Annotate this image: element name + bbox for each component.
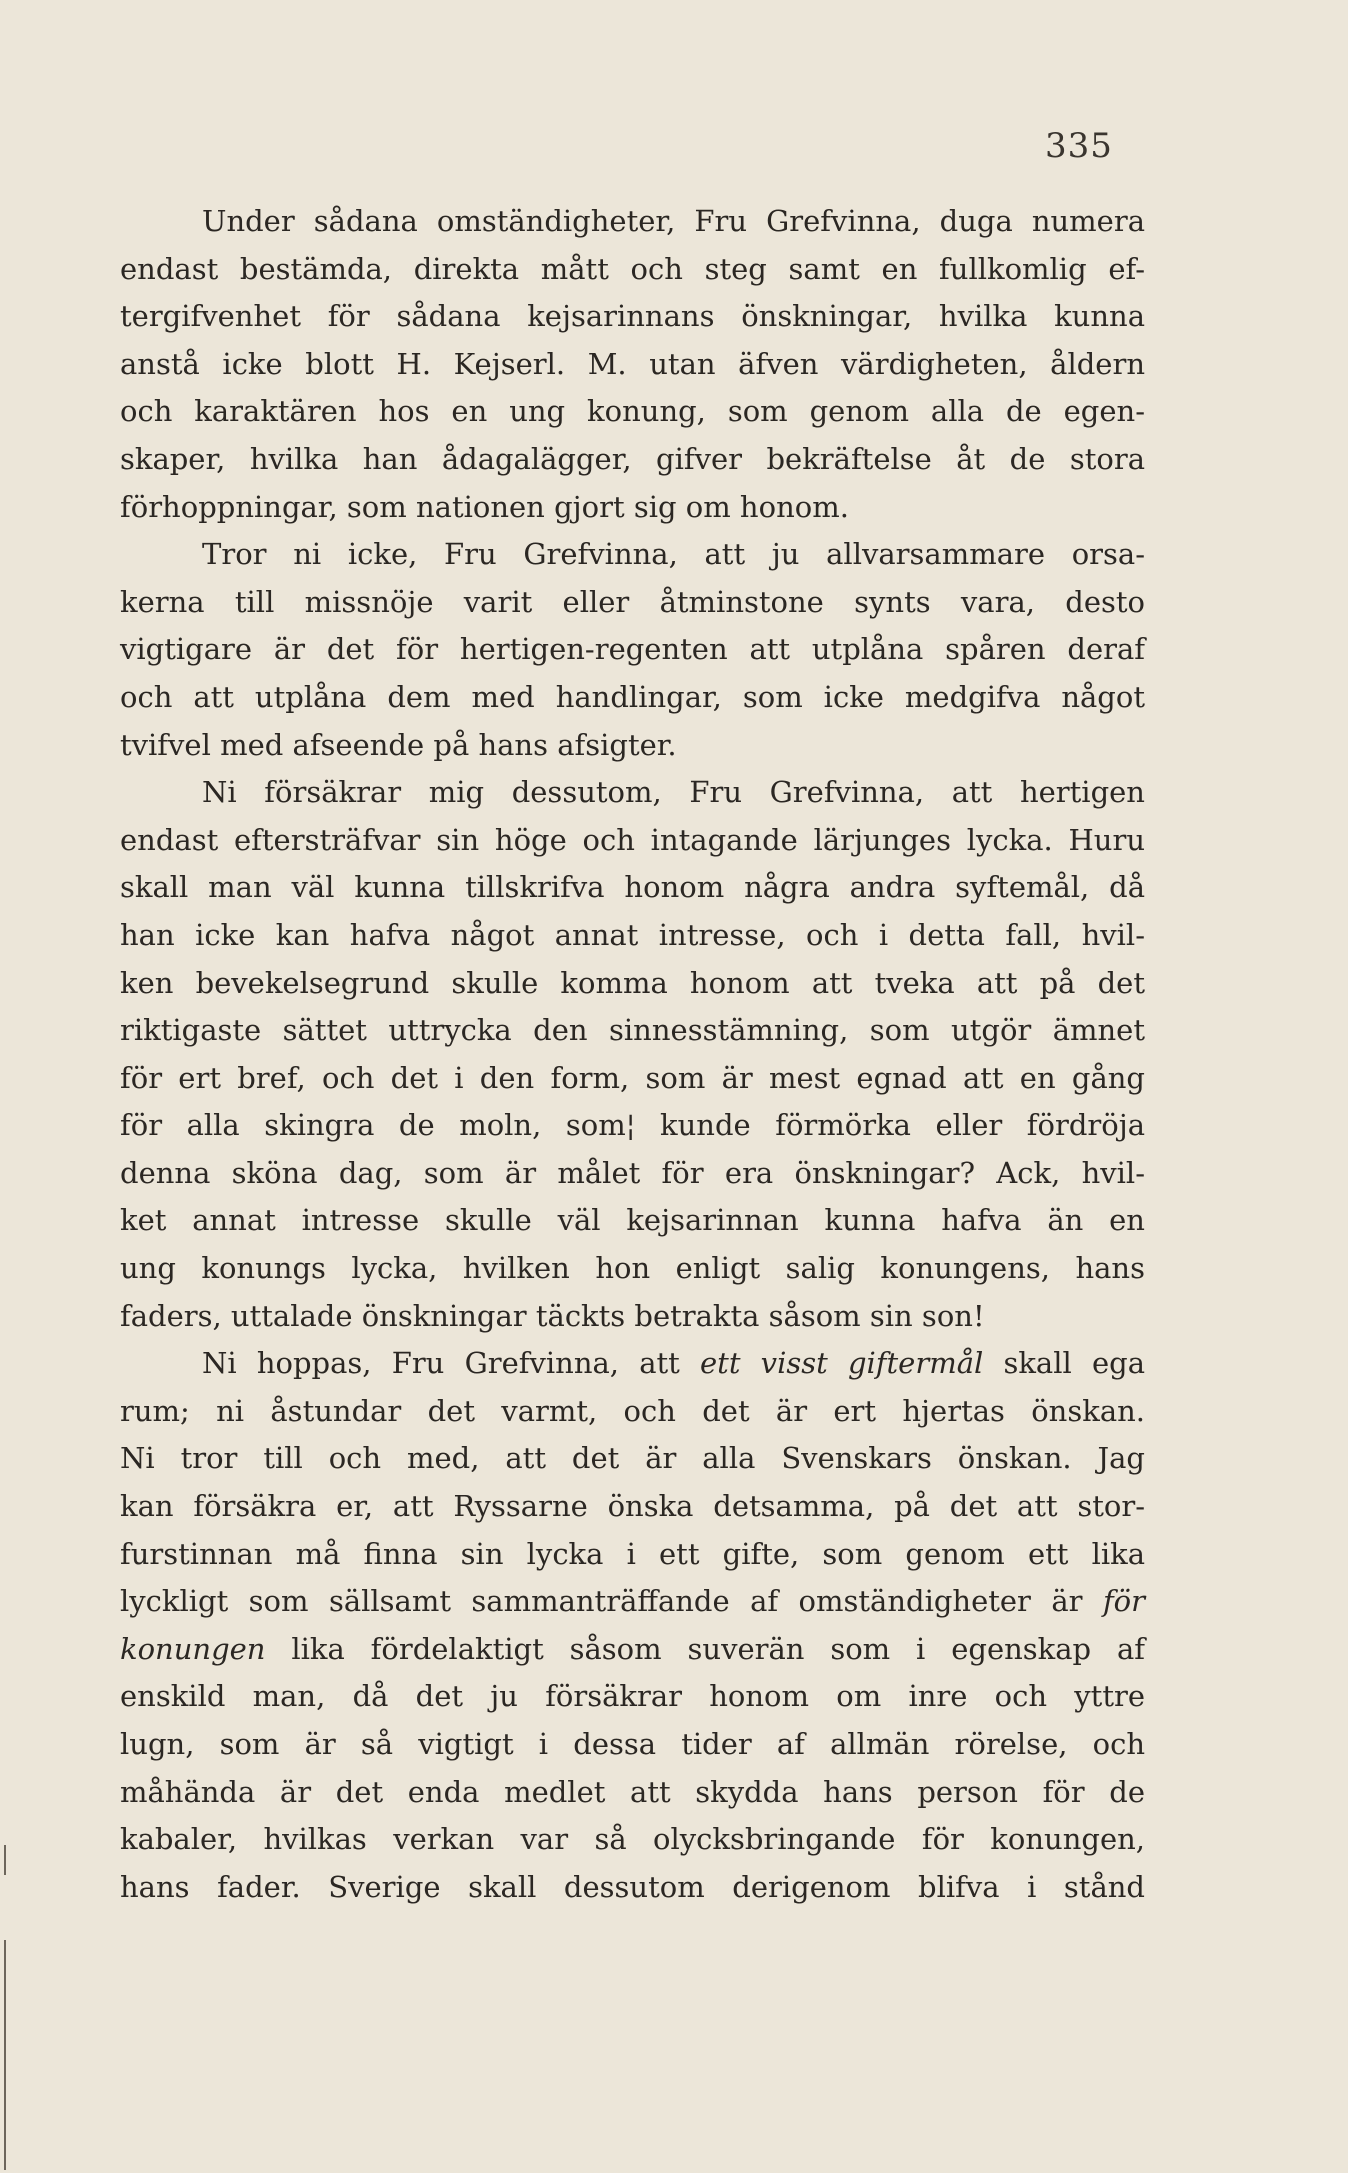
text-segment: tergifvenhet för sådana kejsarinnans önskningar, hvilka kunna	[120, 299, 1145, 334]
text-line	[120, 1245, 1145, 1293]
italic-text: ett visst giftermål	[700, 1346, 984, 1381]
text-segment: anstå icke blott H. Kejserl. M. utan äfven värdigheten, åldern	[120, 346, 1145, 381]
text-line	[120, 531, 1145, 579]
text-line	[120, 436, 1145, 484]
page-number: 335	[1045, 126, 1113, 166]
text-line	[120, 1531, 1145, 1579]
text-segment: Ni tror till och med, att det är alla Svenskars önskan. Jag	[120, 1441, 1145, 1476]
text-line	[120, 864, 1145, 912]
text-line	[120, 484, 1145, 532]
text-segment: för ert bref, och det i den form, som är mest egnad att en gång	[120, 1060, 1145, 1095]
text-segment: endast bestämda, direkta mått och steg samt en fullkomlig ef-	[120, 251, 1145, 286]
text-segment: skaper, hvilka han ådagalägger, gifver bekräftelse åt de stora	[120, 441, 1145, 476]
text-line	[120, 1102, 1145, 1150]
text-segment: Ni försäkrar mig dessutom, Fru Grefvinna, att hertigen	[202, 775, 1145, 810]
text-segment: Ni hoppas, Fru Grefvinna, att	[202, 1346, 701, 1381]
text-line	[120, 293, 1145, 341]
text-line	[120, 626, 1145, 674]
text-segment: lugn, som är så vigtigt i dessa tider af allmän rörelse, och	[120, 1727, 1145, 1761]
text-line	[120, 1055, 1145, 1103]
text-line	[120, 769, 1145, 817]
text-segment: kabaler, hvilkas verkan var så olycksbringande för konungen,	[120, 1822, 1145, 1857]
text-segment: och karaktären hos en ung konung, som genom alla de egen-	[120, 394, 1145, 429]
text-line	[120, 1769, 1145, 1817]
text-segment: faders, uttalade önskningar täckts betrakta såsom sin son!	[120, 1298, 985, 1333]
text-segment: kan försäkra er, att Ryssarne önska detsamma, på det att stor-	[120, 1489, 1145, 1524]
text-segment: ung konungs lycka, hvilken hon enligt salig konungens, hans	[120, 1251, 1145, 1286]
scan-edge-mark	[4, 1845, 6, 1875]
text-segment: enskild man, då det ju försäkrar honom om inre och yttre	[120, 1679, 1145, 1714]
text-line	[120, 1626, 1145, 1674]
text-segment: lika fördelaktigt såsom suverän som i egenskap af	[265, 1631, 1145, 1666]
text-segment: förhoppningar, som nationen gjort sig om honom.	[120, 489, 849, 524]
text-line	[120, 579, 1145, 627]
text-line	[120, 1816, 1145, 1864]
text-segment: lyckligt som sällsamt sammanträffande af omständigheter är	[120, 1584, 1103, 1619]
text-line	[120, 674, 1145, 722]
text-segment: kerna till missnöje varit eller åtminstone synts vara, desto	[120, 584, 1145, 619]
text-line	[120, 1197, 1145, 1245]
text-segment: endast eftersträfvar sin höge och intagande lärjunges lycka. Huru	[120, 822, 1145, 857]
text-line	[120, 912, 1145, 960]
text-line	[120, 1435, 1145, 1483]
text-line	[120, 198, 1145, 246]
text-segment: tvifvel med afseende på hans afsigter.	[120, 727, 677, 762]
text-segment: denna sköna dag, som är målet för era önskningar? Ack, hvil-	[120, 1155, 1145, 1190]
text-line	[120, 1721, 1145, 1769]
text-segment: riktigaste sättet uttrycka den sinnesstämning, som utgör ämnet	[120, 1013, 1145, 1048]
text-segment: hans fader. Sverige skall dessutom derigenom blifva i stånd	[120, 1869, 1145, 1904]
text-segment: furstinnan må finna sin lycka i ett gifte, som genom ett lika	[120, 1536, 1145, 1571]
italic-text: för	[1102, 1584, 1145, 1619]
text-segment: han icke kan hafva något annat intresse, och i detta fall, hvil-	[120, 917, 1145, 952]
text-line	[120, 722, 1145, 770]
text-segment: för alla skingra de moln, som¦ kunde förmörka eller fördröja	[120, 1108, 1145, 1143]
italic-text: konungen	[120, 1631, 266, 1666]
text-line	[120, 1293, 1145, 1341]
text-line	[120, 1388, 1145, 1436]
text-line	[120, 817, 1145, 865]
text-segment: rum; ni åstundar det varmt, och det är ert hjertas önskan.	[120, 1393, 1145, 1428]
text-segment: skall ega	[983, 1346, 1145, 1381]
text-line	[120, 1578, 1145, 1626]
text-line	[120, 341, 1145, 389]
text-line	[120, 388, 1145, 436]
text-segment: Tror ni icke, Fru Grefvinna, att ju allvarsammare orsa-	[202, 537, 1145, 572]
text-line	[120, 1007, 1145, 1055]
scan-edge-mark	[4, 1940, 6, 2170]
text-segment: och att utplåna dem med handlingar, som icke medgifva något	[120, 679, 1145, 714]
text-segment: ken bevekelsegrund skulle komma honom att tveka att på det	[120, 965, 1145, 1000]
text-segment: ket annat intresse skulle väl kejsarinnan kunna hafva än en	[120, 1203, 1145, 1238]
text-line	[120, 1673, 1145, 1721]
text-line	[120, 246, 1145, 294]
body-text	[120, 198, 1145, 1911]
text-segment: måhända är det enda medlet att skydda hans person för de	[120, 1774, 1145, 1809]
text-segment: vigtigare är det för hertigen-regenten att utplåna spåren deraf	[120, 632, 1145, 667]
text-line	[120, 1864, 1145, 1912]
text-line	[120, 960, 1145, 1008]
text-line	[120, 1340, 1145, 1388]
text-segment: skall man väl kunna tillskrifva honom några andra syftemål, då	[120, 870, 1145, 905]
text-line	[120, 1483, 1145, 1531]
text-line	[120, 1150, 1145, 1198]
text-segment: Under sådana omständigheter, Fru Grefvinna, duga numera	[202, 204, 1145, 238]
